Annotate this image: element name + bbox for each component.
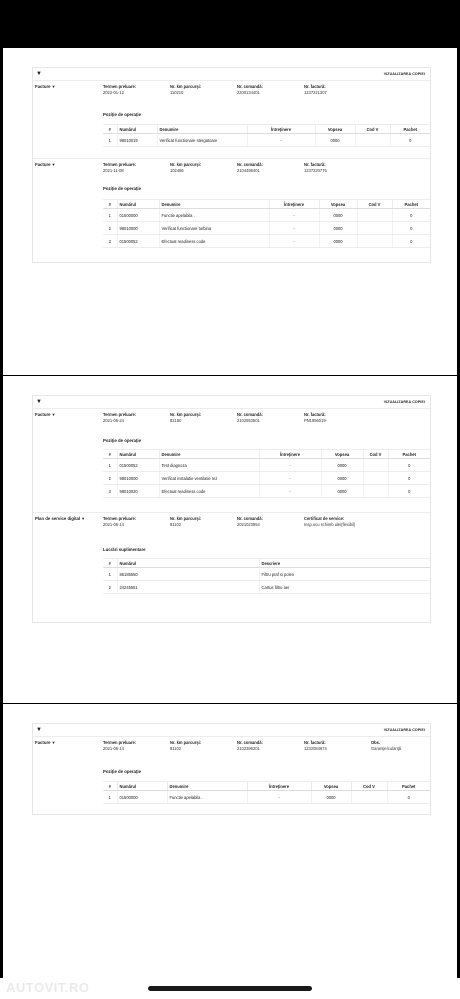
col-header: Numărul	[117, 782, 167, 791]
meta-key: Termen preluare:	[103, 162, 137, 167]
meta-key: Nr. km parcurşi:	[170, 740, 202, 745]
collapse-chevron-icon[interactable]: ▼	[36, 727, 42, 733]
watermark: AUTOVIT.RO	[6, 980, 90, 995]
cell: 98010000	[117, 222, 159, 235]
col-header: Cod V	[351, 782, 387, 791]
chevron-down-icon: ▼	[51, 162, 56, 167]
cell: -	[259, 472, 321, 485]
col-header: Numărul	[117, 200, 159, 209]
col-header: #	[103, 450, 117, 459]
col-header: Întreţinere	[247, 125, 315, 134]
cell: Functie apelabila .	[167, 791, 247, 804]
col-header: Denumire	[159, 450, 259, 459]
cell: 1	[103, 568, 117, 581]
meta-key: Nr. factură:	[304, 84, 326, 89]
invoice-section	[33, 81, 430, 159]
cell: 1	[103, 209, 117, 222]
meta-certificate	[304, 516, 364, 527]
home-indicator[interactable]	[148, 986, 312, 991]
cell: 24245551	[117, 581, 259, 594]
col-header: #	[103, 200, 117, 209]
collapse-chevron-icon[interactable]: ▼	[36, 71, 42, 77]
meta-key: Termen preluare:	[103, 516, 137, 521]
cell: Test diagnoza	[159, 459, 259, 472]
cell: 0000	[311, 791, 351, 804]
section-label: Facture	[35, 740, 51, 745]
meta-key: Nr. comandă:	[237, 516, 263, 521]
meta-key: Nr. factură:	[304, 740, 326, 745]
meta-key: Nr. factură:	[304, 412, 326, 417]
meta-value: 1232084674	[304, 745, 327, 751]
meta-value: 110210	[170, 89, 184, 95]
cell: 3	[103, 485, 117, 498]
meta-value: Insp.ocu schimb ulei(flexibil)	[304, 521, 356, 527]
cell: 0000	[315, 134, 355, 147]
cell	[351, 791, 387, 804]
table-header-row	[103, 200, 430, 209]
additional-work-table	[103, 558, 430, 594]
meta-key: Termen preluare:	[103, 412, 137, 417]
table-row	[103, 472, 430, 485]
col-header: Denumire	[157, 125, 247, 134]
cell: Cartus filtru aer	[259, 581, 430, 594]
meta-value: 81102	[170, 745, 182, 751]
cell: 0	[388, 472, 430, 485]
meta-factura	[304, 412, 327, 423]
meta-value: 81102	[170, 521, 182, 527]
document-page-2	[3, 376, 457, 703]
cell	[363, 485, 388, 498]
col-header: Pachet	[392, 200, 430, 209]
service-history-card-2	[32, 395, 431, 623]
cell: Efectuat readiness code	[159, 485, 259, 498]
view-copy-link[interactable]: VIZUALIZAREA COPIEI	[383, 400, 425, 404]
chevron-down-icon: ▼	[51, 740, 56, 745]
col-header: Descriere	[259, 559, 430, 568]
cell: 0000	[321, 485, 363, 498]
meta-comanda	[237, 84, 263, 95]
meta-key: Termen preluare:	[103, 84, 137, 89]
table-row	[103, 209, 430, 222]
section-label: Facture	[35, 412, 51, 417]
section-toggle[interactable]	[35, 516, 85, 521]
cell: -	[247, 134, 315, 147]
cell: -	[247, 791, 311, 804]
table-row	[103, 235, 430, 248]
meta-key: Termen preluare:	[103, 740, 137, 745]
cell: 3	[103, 235, 117, 248]
meta-comanda	[237, 516, 263, 527]
cell: 0	[392, 222, 430, 235]
document-page-1	[3, 48, 457, 375]
col-header: Pachet	[390, 125, 430, 134]
meta-key: Nr. comandă:	[237, 162, 263, 167]
table-row	[103, 222, 430, 235]
section-toggle[interactable]	[35, 162, 56, 167]
meta-termen	[103, 516, 136, 527]
cell: 2	[103, 222, 117, 235]
meta-value: Garanţie/culanţă	[371, 745, 402, 751]
meta-key: Nr. km parcurşi:	[170, 84, 202, 89]
table-header-row	[103, 125, 430, 134]
meta-termen	[103, 412, 136, 423]
col-header: Cod V	[363, 450, 388, 459]
meta-comanda	[237, 162, 263, 173]
section-label: Plan de service digital	[35, 516, 81, 521]
table-row	[103, 134, 430, 147]
cell: -	[259, 485, 321, 498]
chevron-down-icon: ▼	[51, 84, 56, 89]
section-subtitle: Poziţie de operaţie	[103, 112, 141, 117]
cell	[357, 209, 392, 222]
card-header	[33, 396, 430, 409]
section-label: Facture	[35, 162, 51, 167]
cell: 1	[103, 134, 117, 147]
cell: 01500052	[117, 235, 159, 248]
invoice-section	[33, 409, 430, 513]
operations-table	[103, 781, 430, 804]
meta-value: 1237220776	[304, 167, 327, 173]
meta-value: PN1856019-	[304, 417, 327, 423]
meta-value: 2021-11-08	[103, 167, 124, 173]
col-header: Cod V	[355, 125, 390, 134]
section-subtitle: Poziţie de operaţie	[103, 186, 141, 191]
invoice-section	[33, 159, 430, 263]
meta-key: Obs.	[371, 740, 381, 745]
meta-termen	[103, 740, 136, 751]
meta-key: Nr. km parcurşi:	[170, 412, 202, 417]
table-header-row	[103, 559, 430, 568]
table-header-row	[103, 450, 430, 459]
meta-value: 2022-01-12	[103, 89, 124, 95]
cell	[357, 235, 392, 248]
cell: Functie apelabila .	[159, 209, 269, 222]
cell: 98010000	[117, 472, 159, 485]
meta-km	[170, 162, 201, 173]
col-header: Vopsea	[319, 200, 357, 209]
cell: 0	[392, 209, 430, 222]
collapse-chevron-icon[interactable]: ▼	[36, 399, 42, 405]
col-header: Numărul	[117, 450, 159, 459]
invoice-section	[33, 737, 430, 814]
cell	[355, 134, 390, 147]
table-row	[103, 459, 430, 472]
cell: Verificat functionare stergatoare	[157, 134, 247, 147]
meta-key: Nr. factură:	[304, 162, 326, 167]
meta-value: 2021-06-14	[103, 521, 124, 527]
table-row	[103, 581, 430, 594]
cell: 0000	[321, 472, 363, 485]
meta-value: 2102553501	[237, 417, 260, 423]
service-history-card-1	[32, 67, 431, 263]
meta-obs	[371, 740, 401, 751]
col-header: #	[103, 559, 117, 568]
meta-km	[170, 516, 201, 527]
table-row	[103, 485, 430, 498]
col-header: Numărul	[117, 559, 259, 568]
chevron-down-icon: ▼	[81, 516, 86, 521]
meta-km	[170, 84, 201, 95]
cell: 0	[387, 791, 430, 804]
cell: Verificat functionare turbina	[159, 222, 269, 235]
cell	[357, 222, 392, 235]
cell: -	[269, 209, 319, 222]
table-row	[103, 568, 430, 581]
cell: 0	[392, 235, 430, 248]
cell: 85185550	[117, 568, 259, 581]
cell: 0	[388, 485, 430, 498]
col-header: Pachet	[388, 450, 430, 459]
meta-key: Nr. comandă:	[237, 412, 263, 417]
operations-table	[103, 124, 430, 147]
col-header: #	[103, 782, 117, 791]
meta-comanda	[237, 412, 263, 423]
meta-key: Nr. km parcurşi:	[170, 162, 202, 167]
col-header: #	[103, 125, 117, 134]
meta-key: Nr. km parcurşi:	[170, 516, 202, 521]
meta-factura	[304, 162, 327, 173]
operations-table	[103, 449, 430, 498]
meta-factura	[304, 84, 327, 95]
cell: Verificat instalatie ventilatie rez	[159, 472, 259, 485]
card-header	[33, 724, 430, 737]
cell	[363, 459, 388, 472]
col-header: Cod V	[357, 200, 392, 209]
meta-value: 1237221307	[304, 89, 327, 95]
section-toggle[interactable]	[35, 412, 56, 417]
meta-termen	[103, 162, 136, 173]
operations-table	[103, 199, 430, 248]
meta-value: 2021023954	[237, 521, 260, 527]
cell: 2	[103, 581, 117, 594]
cell: 01500000	[117, 791, 167, 804]
col-header: Vopsea	[311, 782, 351, 791]
view-copy-link[interactable]: VIZUALIZAREA COPIEI	[383, 728, 425, 732]
cell: -	[269, 235, 319, 248]
meta-value: 2104498401	[237, 167, 260, 173]
meta-km	[170, 740, 201, 751]
section-toggle[interactable]	[35, 84, 56, 89]
cell: -	[259, 459, 321, 472]
table-row	[103, 791, 430, 804]
cell: 01500000	[117, 209, 159, 222]
cell: 0000	[319, 222, 357, 235]
cell: 2	[103, 472, 117, 485]
meta-key: Nr. comandă:	[237, 740, 263, 745]
meta-value: 2021-06-14	[103, 745, 124, 751]
cell: 1	[103, 791, 117, 804]
section-subtitle: Poziţie de operaţie	[103, 438, 141, 443]
col-header: Vopsea	[321, 450, 363, 459]
cell: 0000	[319, 209, 357, 222]
section-label: Facture	[35, 84, 51, 89]
cell: 0000	[319, 235, 357, 248]
cell: 0	[388, 459, 430, 472]
col-header: Numărul	[117, 125, 157, 134]
cell: 0000	[321, 459, 363, 472]
view-copy-link[interactable]: VIZUALIZAREA COPIEI	[383, 72, 425, 76]
meta-key: Certificat de service:	[304, 516, 345, 521]
meta-value: 2021-06-24	[103, 417, 124, 423]
meta-comanda	[237, 740, 263, 751]
cell: Efectuat readiness code	[159, 235, 269, 248]
meta-termen	[103, 84, 136, 95]
meta-value: 82150	[170, 417, 182, 423]
section-subtitle: Poziţie de operaţie	[103, 769, 141, 774]
card-header	[33, 68, 430, 81]
col-header: Denumire	[167, 782, 247, 791]
chevron-down-icon: ▼	[51, 412, 56, 417]
meta-value: 2200134401	[237, 89, 260, 95]
meta-factura	[304, 740, 327, 751]
meta-km	[170, 412, 201, 423]
document-page-3	[3, 704, 457, 999]
table-header-row	[103, 782, 430, 791]
section-toggle[interactable]	[35, 740, 56, 745]
cell	[363, 472, 388, 485]
meta-key: Nr. comandă:	[237, 84, 263, 89]
cell: 98010020	[117, 485, 159, 498]
cell: -	[269, 222, 319, 235]
cell: 0	[390, 134, 430, 147]
col-header: Pachet	[387, 782, 430, 791]
col-header: Întreţinere	[259, 450, 321, 459]
meta-value: 102486	[170, 167, 184, 173]
col-header: Întreţinere	[269, 200, 319, 209]
cell: 98010019	[117, 134, 157, 147]
service-plan-section	[33, 513, 430, 621]
col-header: Vopsea	[315, 125, 355, 134]
service-history-card-3	[32, 723, 431, 815]
meta-value: 2102396201	[237, 745, 260, 751]
cell: 01500052	[117, 459, 159, 472]
col-header: Întreţinere	[247, 782, 311, 791]
section-subtitle: Lucrări suplimentare	[103, 547, 146, 552]
cell: 1	[103, 459, 117, 472]
cell: Filtru praf si polen	[259, 568, 430, 581]
col-header: Denumire	[159, 200, 269, 209]
